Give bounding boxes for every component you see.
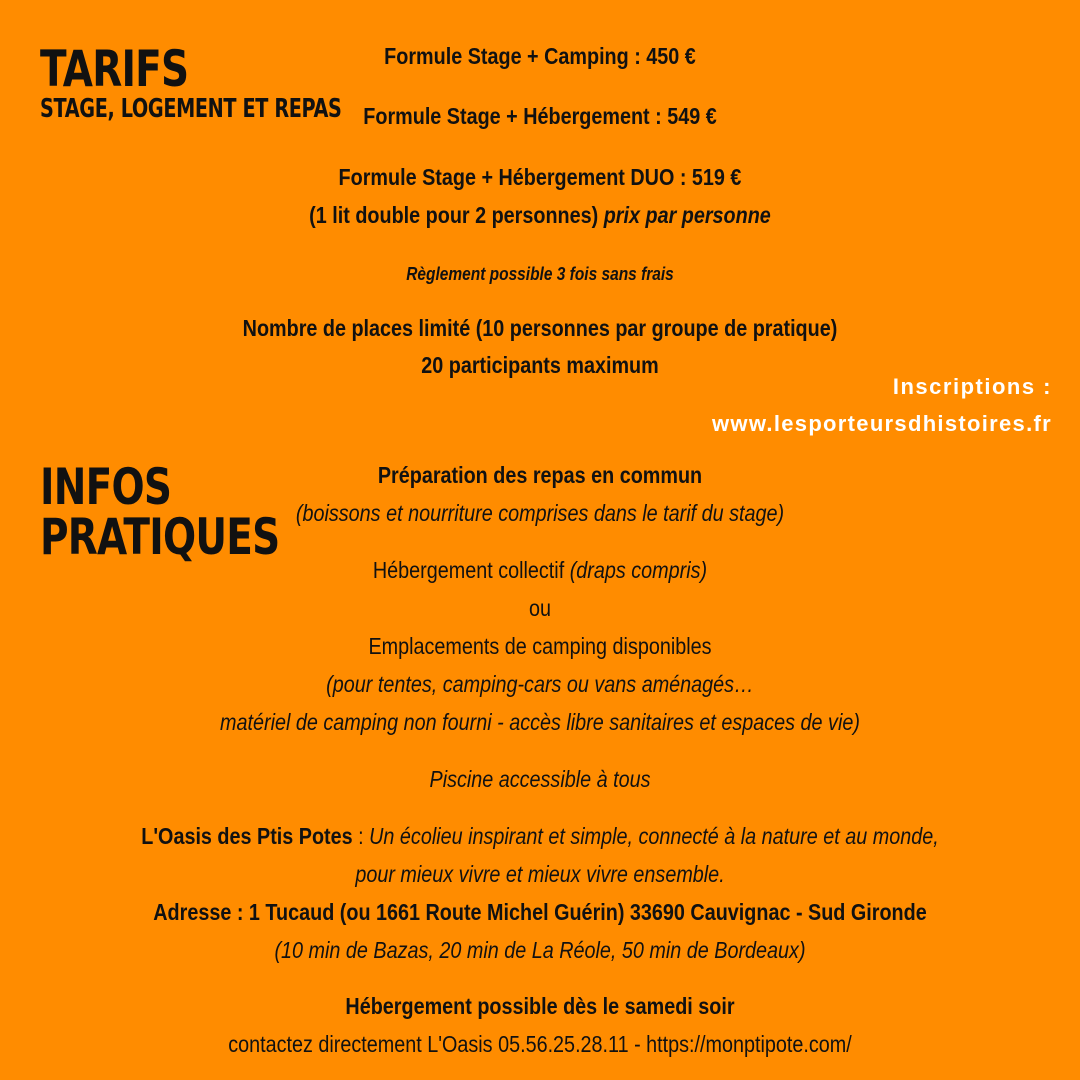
oasis-description-2: pour mieux vivre et mieux vivre ensemble. bbox=[355, 861, 725, 887]
places-limit: Nombre de places limité (10 personnes par groupe de pratique) bbox=[242, 315, 838, 341]
tarifs-title: TARIFS bbox=[40, 40, 189, 98]
inscriptions-label: Inscriptions : bbox=[892, 374, 1052, 399]
formule-camping: Formule Stage + Camping : 450 € bbox=[384, 43, 696, 69]
ou-text: ou bbox=[528, 595, 552, 621]
tarifs-subtitle: STAGE, LOGEMENT ET REPAS bbox=[40, 94, 342, 124]
adresse: Adresse : 1 Tucaud (ou 1661 Route Michel Guérin) 33690 Cauvignac - Sud Gironde bbox=[153, 899, 927, 925]
samedi-note: Hébergement possible dès le samedi soir bbox=[345, 993, 735, 1019]
inscriptions-url[interactable]: www.lesporteursdhistoires.fr bbox=[712, 411, 1052, 436]
repas-title: Préparation des repas en commun bbox=[377, 462, 703, 488]
repas-detail: (boissons et nourriture comprises dans le tarif du stage) bbox=[295, 500, 785, 526]
camping-detail-2: matériel de camping non fourni - accès libre sanitaires et espaces de vie) bbox=[220, 709, 860, 735]
piscine: Piscine accessible à tous bbox=[429, 766, 651, 792]
contact-line: contactez directement L'Oasis 05.56.25.28.11 - https://monptipote.com/ bbox=[228, 1031, 852, 1057]
infos-title-line1: INFOS bbox=[40, 458, 172, 516]
oasis-description: L'Oasis des Ptis Potes : Un écolieu inspirant et simple, connecté à la nature et au monde, bbox=[141, 823, 939, 849]
duo-detail: (1 lit double pour 2 personnes) prix par personne bbox=[309, 202, 771, 228]
camping-title: Emplacements de camping disponibles bbox=[368, 633, 712, 659]
participants-max: 20 participants maximum bbox=[421, 352, 659, 378]
formule-duo: Formule Stage + Hébergement DUO : 519 € bbox=[338, 164, 742, 190]
reglement-note: Règlement possible 3 fois sans frais bbox=[406, 264, 674, 284]
camping-detail-1: (pour tentes, camping-cars ou vans aménagés… bbox=[326, 671, 754, 697]
hebergement-collectif: Hébergement collectif (draps compris) bbox=[372, 557, 708, 583]
distances: (10 min de Bazas, 20 min de La Réole, 50 min de Bordeaux) bbox=[274, 937, 806, 963]
formule-hebergement: Formule Stage + Hébergement : 549 € bbox=[363, 103, 717, 129]
infos-title-line2: PRATIQUES bbox=[40, 508, 280, 566]
